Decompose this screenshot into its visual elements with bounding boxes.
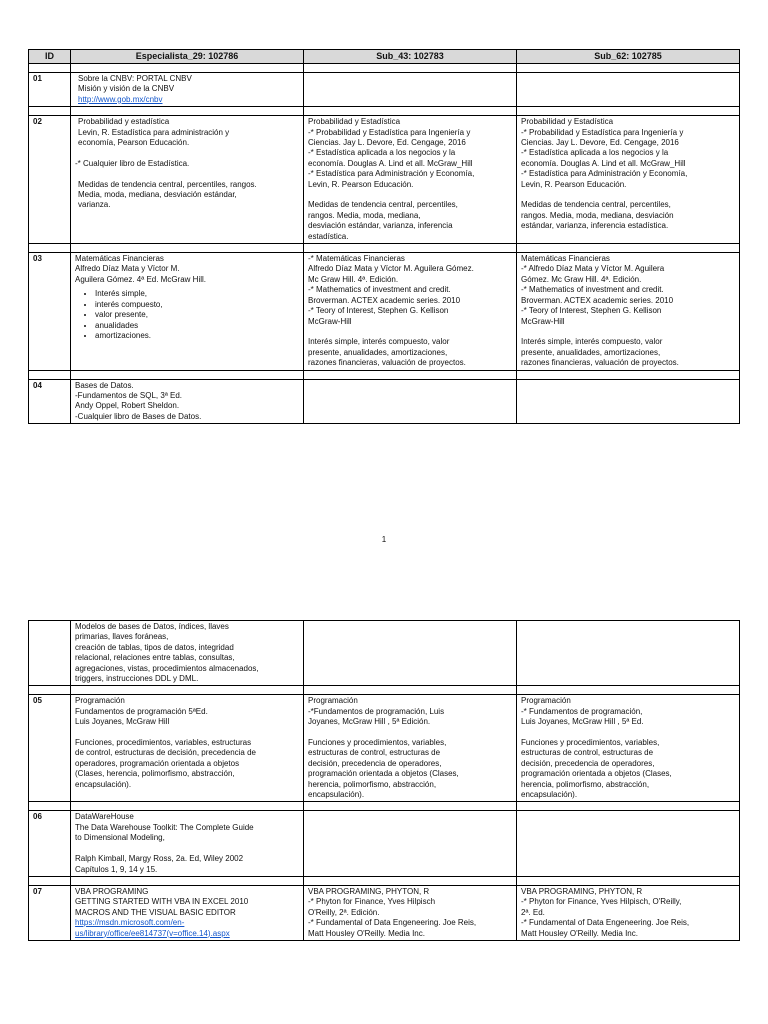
row-id [29,621,71,686]
text-line: Mc Graw Hill. 4ª. Edición. [308,274,399,284]
text-line: Bases de Datos. [75,380,134,390]
cell-sub-43 [304,621,517,686]
text-line: decisión, precedencia de operadores, [521,758,655,768]
text-line: -* Cualquier libro de Estadística. [75,158,190,168]
text-line: Levin, R. Estadística para administración y [78,127,230,137]
header-especialista: Especialista_29: 102786 [71,50,304,64]
row-id: 01 [29,73,71,107]
spacer-row [29,107,740,116]
blank-line [308,327,512,337]
text-line: (Clases, herencia, polimorfismo, abstracción, [75,769,235,779]
cell-especialista [71,695,304,802]
text-line: economía. Douglas A. Lind et all. McGraw_Hill [521,158,686,168]
text-line: estructuras de control, estructuras de [308,748,441,758]
text-line: presente, anualidades, amortizaciones, [308,347,448,357]
text-line: Funciones, procedimientos, variables, estructuras [75,738,252,748]
list-item: • amortizaciones. [95,331,299,341]
text-line: 2ª. Ed. [521,907,545,917]
text-line: Probabilidad y estadística [78,117,170,127]
text-line: Andy Oppel, Robert Sheldon. [75,401,180,411]
cell-sub-62 [517,73,740,107]
text-line: -* Mathematics of investment and credit. [308,285,451,295]
cell-especialista [71,73,304,107]
cnbv-link[interactable]: http://www.gob.mx/cnbv [78,94,163,104]
text-line: Probabilidad y Estadística [521,117,614,127]
text-line: Luis Joyanes, McGraw Hill [75,717,170,727]
table-row-04-continued [29,621,740,686]
blank-line [521,728,735,738]
text-line: Ciencias. Jay L. Devore, Ed. Cengage, 2016 [521,138,679,148]
text-line: -* Probabilidad y Estadística para Ingeniería y [308,127,471,137]
text-line: Medidas de tendencia central, percentiles, rangos. [78,179,257,189]
text-line: to Dimensional Modeling, [75,833,165,843]
text-line: rangos. Media, moda, mediana, desviación [521,210,674,220]
text-line: Matt Housley O'Reilly. Media Inc. [308,928,425,938]
text-line: Matemáticas Financieras [521,254,610,264]
text-line: agregaciones, vistas, procedimientos almacenados, [75,663,259,673]
cell-sub-62 [517,621,740,686]
text-line: encapsulación). [75,779,132,789]
cell-especialista [71,379,304,424]
cell-sub-62 [517,695,740,802]
text-line: economía. Douglas A. Lind et all. McGraw_Hill [308,158,473,168]
spacer-row [29,686,740,695]
text-line: Media, moda, mediana, desviación estándar, [78,190,237,200]
text-line: VBA PROGRAMING, PHYTON, R [521,886,643,896]
text-line: -Fundamentos de SQL, 3ª Ed. [75,390,183,400]
topics-bullet-list [75,289,299,341]
text-line: -* Fundamental of Data Engeneering. Joe Reis, [308,918,477,928]
text-line: razones financieras, valuación de proyectos. [308,358,466,368]
blank-line [308,190,512,200]
text-line: The Data Warehouse Toolkit: The Complete Guide [75,822,254,832]
row-id: 03 [29,253,71,370]
row-id: 05 [29,695,71,802]
blank-line [75,148,299,158]
text-line: Luis Joyanes, McGraw Hill , 5ª Ed. [521,717,644,727]
text-line: Ciencias. Jay L. Devore, Ed. Cengage, 2016 [308,138,466,148]
text-line: encapsulación). [521,790,578,800]
text-line: Alfredo Díaz Mata y Víctor M. Aguilera Gómez. [308,264,474,274]
cell-sub-62 [517,379,740,424]
table-row-07 [29,885,740,940]
text-line: relacional, relaciones entre tablas, consultas, [75,653,235,663]
cell-sub-62 [517,885,740,940]
cell-especialista [71,621,304,686]
text-line: Programación [521,696,571,706]
row-id: 06 [29,811,71,876]
text-line: Levin, R. Pearson Educación. [521,179,627,189]
text-line: creación de tablas, tipos de datos, integridad [75,642,234,652]
syllabus-table-page-2 [28,620,740,941]
cell-sub-62 [517,253,740,370]
text-line: Fundamentos de programación 5ªEd. [75,706,208,716]
cell-sub-43 [304,885,517,940]
text-line: programación orientada a objetos (Clases, [521,769,672,779]
text-line: -Cualquier libro de Bases de Datos. [75,411,202,421]
table-header-row [29,50,740,64]
cell-sub-43 [304,695,517,802]
msdn-link[interactable]: us/library/office/ee814737(v=office.14).aspx [75,928,230,938]
text-line: operadores, programación orientada a objetos [75,758,240,768]
text-line: DataWareHouse [75,812,134,822]
text-line: economía, Pearson Educación. [78,138,190,148]
text-line: estadística. [308,231,349,241]
text-line: -* Estadística para Administración y Economía, [521,169,688,179]
table-row-03 [29,253,740,370]
text-line: Funciones y procedimientos, variables, [308,738,447,748]
text-line: Alfredo Díaz Mata y Víctor M. [75,264,180,274]
row-id: 04 [29,379,71,424]
list-item: • interés compuesto, [95,300,299,310]
text-line: Probabilidad y Estadística [308,117,401,127]
spacer-row [29,370,740,379]
text-line: decisión, precedencia de operadores, [308,758,442,768]
cell-especialista [71,253,304,370]
cell-especialista [71,885,304,940]
text-line: Medidas de tendencia central, percentiles, [308,200,458,210]
spacer-row [29,802,740,811]
text-line: VBA PROGRAMING [75,886,149,896]
cell-especialista [71,811,304,876]
list-item: • Interés simple, [95,289,299,299]
text-line: presente, anualidades, amortizaciones, [521,347,661,357]
table-row-01 [29,73,740,107]
text-line: GETTING STARTED WITH VBA IN EXCEL 2010 [75,897,249,907]
text-line: -* Teory of Interest, Stephen G. Kellison [308,306,449,316]
table-row-02 [29,116,740,244]
text-line: programación orientada a objetos (Clases, [308,769,459,779]
text-line: -*Fundamentos de programación, Luis [308,706,445,716]
table-row-06 [29,811,740,876]
list-item: • valor presente, [95,310,299,320]
text-line: rangos. Media, moda, mediana, [308,210,421,220]
row-id: 07 [29,885,71,940]
text-line: Matt Housley O'Reilly. Media Inc. [521,928,638,938]
text-line: Gómez. Mc Graw Hill. 4ª. Edición. [521,274,642,284]
table-row-05 [29,695,740,802]
text-line: Misión y visión de la CNBV [78,84,175,94]
page-number: 1 [381,535,387,544]
text-line: Matemáticas Financieras [75,254,164,264]
cell-sub-43 [304,379,517,424]
text-line: triggers, instrucciones DDL y DML. [75,674,199,684]
text-line: primarias, llaves foráneas, [75,632,169,642]
text-line: -* Teory of Interest, Stephen G. Kellison [521,306,662,316]
text-line: MACROS AND THE VISUAL BASIC EDITOR [75,907,236,917]
cell-sub-43 [304,811,517,876]
msdn-link[interactable]: https://msdn.microsoft.com/en- [75,918,185,928]
cell-sub-62 [517,811,740,876]
text-line: -* Fundamentos de programación, [521,706,643,716]
spacer-row [29,64,740,73]
text-line: McGraw-Hill [308,316,352,326]
text-line: Broverman. ACTEX academic series. 2010 [521,295,674,305]
text-line: -* Fundamental of Data Engeneering. Joe Reis, [521,918,690,928]
header-id: ID [29,50,71,64]
text-line: desviación estándar, varianza, inferencia [308,221,453,231]
text-line: -* Estadística para Administración y Economía, [308,169,475,179]
spacer-row [29,876,740,885]
text-line: O'Reilly, 2ª. Edición. [308,907,380,917]
text-line: Interés simple, interés compuesto, valor [521,337,663,347]
text-line: estructuras de control, estructuras de [521,748,654,758]
blank-line [75,169,299,179]
text-line: Programación [308,696,358,706]
cell-especialista [71,116,304,244]
text-line: estándar, varianza, inferencia estadística. [521,221,669,231]
text-line: -* Phyton for Finance, Yves Hilpisch [308,897,436,907]
text-line: -* Mathematics of investment and credit. [521,285,664,295]
text-line: Programación [75,696,125,706]
text-line: -* Probabilidad y Estadística para Ingeniería y [521,127,684,137]
table-row-04 [29,379,740,424]
text-line: Interés simple, interés compuesto, valor [308,337,450,347]
text-line: McGraw-Hill [521,316,565,326]
document-page-2 [0,575,768,1024]
text-line: Modelos de bases de Datos, índices, llaves [75,622,229,631]
cell-sub-62 [517,116,740,244]
text-line: -* Matemáticas Financieras [308,254,405,264]
text-line: Broverman. ACTEX academic series. 2010 [308,295,461,305]
text-line: -* Estadística aplicada a los negocios y la [308,148,456,158]
text-line: varianza. [78,200,111,210]
blank-line [75,728,299,738]
text-line: Joyanes, McGraw Hill , 5ª Edición. [308,717,431,727]
list-item: • anualidades [95,321,299,331]
text-line: Funciones y procedimientos, variables, [521,738,660,748]
cell-sub-43 [304,116,517,244]
text-line: Levin, R. Pearson Educación. [308,179,414,189]
syllabus-table-page-1 [28,49,740,424]
text-line: encapsulación). [308,790,365,800]
text-line: -* Alfredo Díaz Mata y Víctor M. Aguilera [521,264,665,274]
blank-line [521,327,735,337]
text-line: herencia, polimorfismo, abstracción, [308,779,437,789]
text-line: Sobre la CNBV: PORTAL CNBV [78,74,192,83]
blank-line [308,728,512,738]
text-line: -* Estadística aplicada a los negocios y la [521,148,669,158]
text-line: Medidas de tendencia central, percentiles, [521,200,671,210]
text-line: herencia, polimorfismo, abstracción, [521,779,650,789]
text-line: VBA PROGRAMING, PHYTON, R [308,886,430,896]
blank-line [521,190,735,200]
header-sub-62: Sub_62: 102785 [517,50,740,64]
text-line: razones financieras, valuación de proyectos. [521,358,679,368]
row-id: 02 [29,116,71,244]
blank-line [75,844,299,854]
cell-sub-43 [304,253,517,370]
text-line: de control, estructuras de decisión, precedencia de [75,748,256,758]
text-line: -* Phyton for Finance, Yves Hilpisch, O'Reilly, [521,897,682,907]
spacer-row [29,244,740,253]
header-sub-43: Sub_43: 102783 [304,50,517,64]
text-line: Capítulos 1, 9, 14 y 15. [75,864,158,874]
text-line: Ralph Kimball, Margy Ross, 2a. Ed, Wiley 2002 [75,854,244,864]
text-line: Aguilera Gómez. 4ª Ed. McGraw Hill. [75,274,206,284]
cell-sub-43 [304,73,517,107]
